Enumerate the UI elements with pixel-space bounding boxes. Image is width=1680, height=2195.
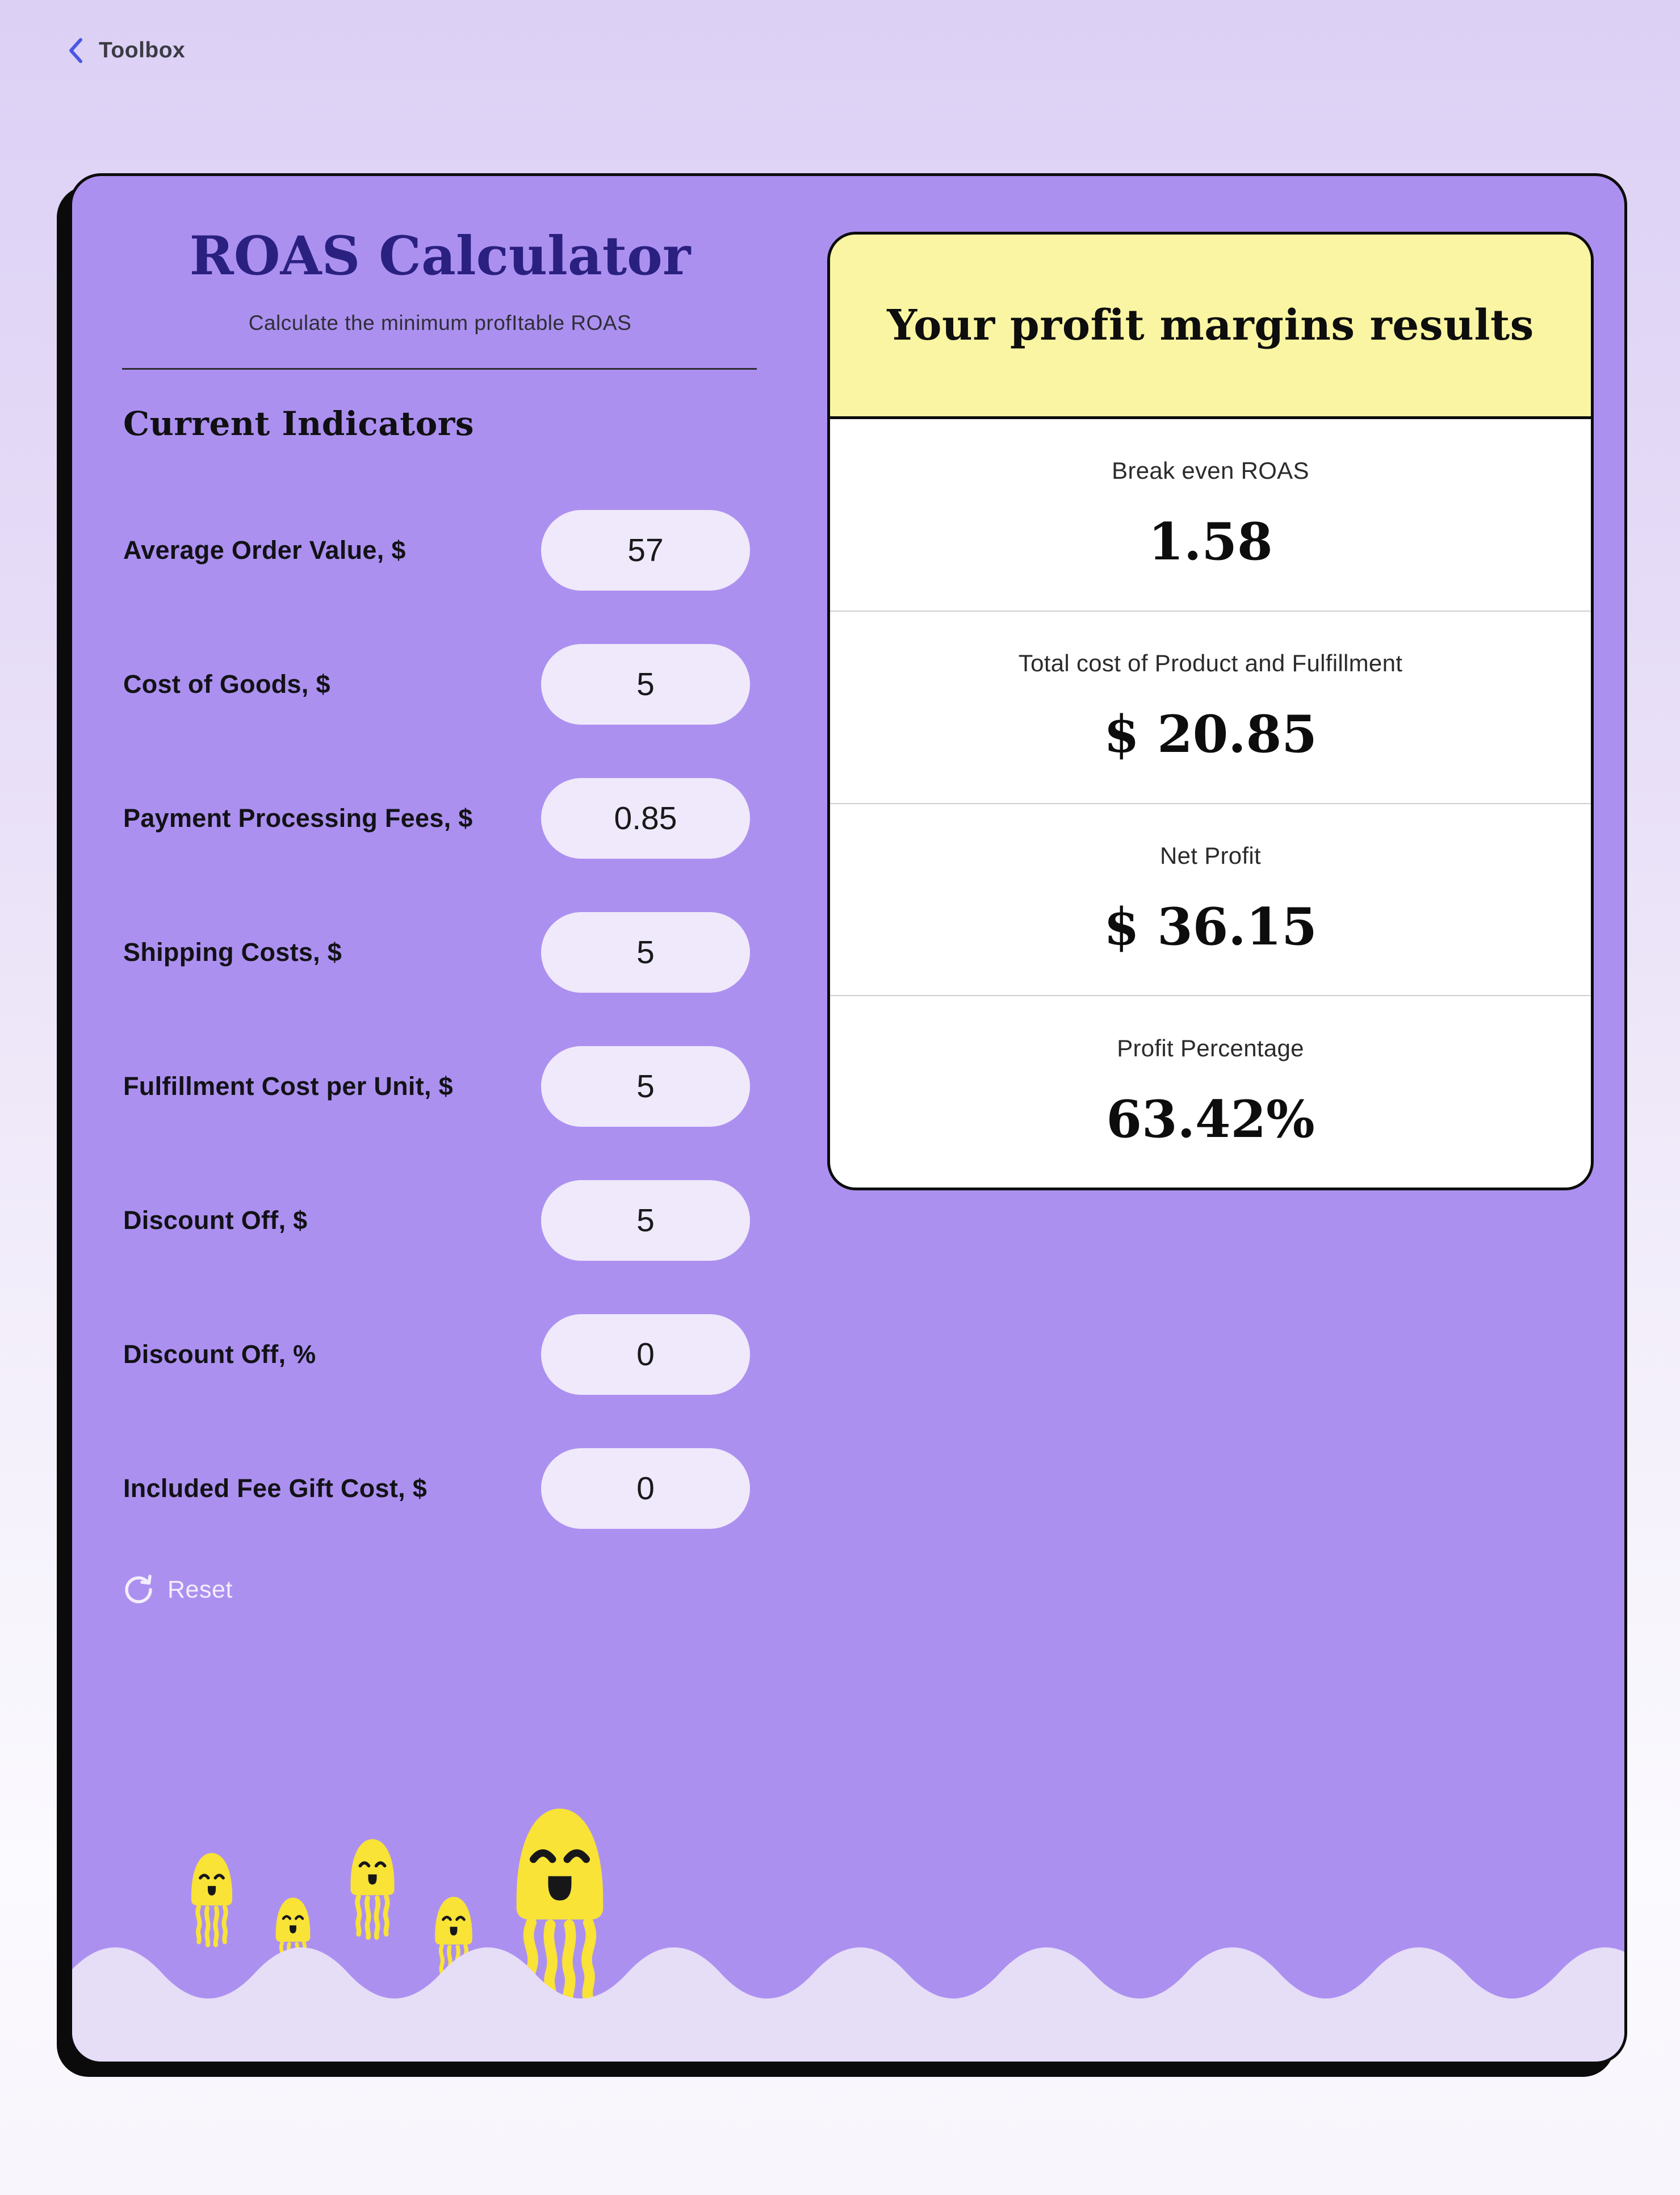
calculator-card <box>69 173 1627 2064</box>
back-label: Toolbox <box>99 38 186 62</box>
discount-off-percent-input[interactable] <box>541 1314 750 1395</box>
field-label: Average Order Value, $ <box>123 536 406 565</box>
calculator-form <box>122 176 758 2062</box>
result-break-even-roas <box>830 419 1591 611</box>
reset-label: Reset <box>167 1575 233 1603</box>
included-fee-gift-cost-input[interactable] <box>541 1448 750 1529</box>
field-row-shipping-costs <box>123 912 757 993</box>
result-net-profit <box>830 803 1591 996</box>
field-label: Shipping Costs, $ <box>123 938 342 967</box>
average-order-value-input[interactable] <box>541 510 750 591</box>
results-title: Your profit margins results <box>887 301 1534 350</box>
field-row-included-fee-gift-cost <box>123 1448 757 1529</box>
jellyfish-icon <box>346 1833 399 1941</box>
field-row-discount-off-dollar <box>123 1180 757 1261</box>
fulfillment-cost-input[interactable] <box>541 1046 750 1127</box>
field-label: Discount Off, $ <box>123 1206 308 1235</box>
field-label: Included Fee Gift Cost, $ <box>123 1474 428 1503</box>
result-value: 63.42% <box>1106 1089 1315 1149</box>
results-body <box>830 419 1591 1188</box>
back-link[interactable] <box>67 37 185 64</box>
result-label: Net Profit <box>1159 842 1262 869</box>
result-label: Profit Percentage <box>1117 1034 1304 1061</box>
field-row-average-order-value <box>123 510 757 591</box>
reset-icon <box>123 1573 154 1606</box>
result-label: Break even ROAS <box>1112 457 1309 484</box>
field-label: Fulfillment Cost per Unit, $ <box>123 1072 453 1101</box>
result-profit-percentage <box>830 995 1591 1188</box>
field-row-fulfillment-cost <box>123 1046 757 1127</box>
cost-of-goods-input[interactable] <box>541 644 750 725</box>
shipping-costs-input[interactable] <box>541 912 750 993</box>
reset-button[interactable] <box>123 1573 233 1606</box>
result-value: 1.58 <box>1148 512 1273 572</box>
page-subtitle: Calculate the minimum profItable ROAS <box>248 311 632 335</box>
field-row-discount-off-percent <box>123 1314 757 1395</box>
results-panel <box>827 232 1594 1190</box>
page-title: ROAS Calculator <box>189 225 691 287</box>
discount-off-dollar-input[interactable] <box>541 1180 750 1261</box>
results-header <box>830 235 1591 419</box>
current-indicators-heading: Current Indicators <box>123 404 474 443</box>
result-value: $ 36.15 <box>1104 896 1317 957</box>
field-row-payment-processing-fees <box>123 778 757 859</box>
field-label: Cost of Goods, $ <box>123 670 330 699</box>
field-label: Payment Processing Fees, $ <box>123 804 473 833</box>
field-row-cost-of-goods <box>123 644 757 725</box>
chevron-left-icon <box>67 37 84 64</box>
field-label: Discount Off, % <box>123 1340 316 1369</box>
wave-decoration <box>69 1939 1627 2064</box>
result-total-cost <box>830 611 1591 803</box>
result-value: $ 20.85 <box>1104 704 1317 765</box>
jellyfish-icon <box>187 1847 237 1949</box>
payment-processing-fees-input[interactable] <box>541 778 750 859</box>
title-divider <box>122 368 757 370</box>
result-label: Total cost of Product and Fulfillment <box>1018 650 1403 677</box>
